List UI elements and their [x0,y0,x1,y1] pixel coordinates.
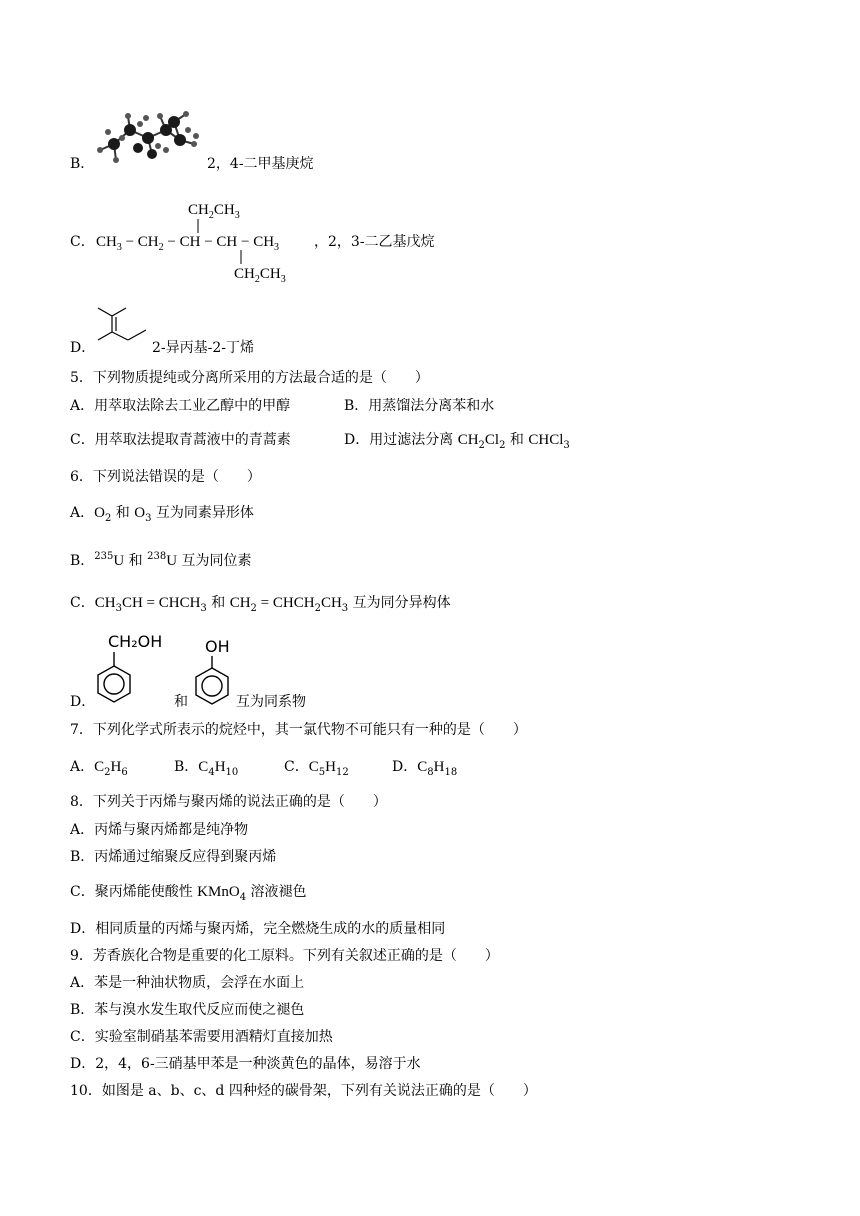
q8-option-a: A．丙烯与聚丙烯都是纯净物 [70,822,249,838]
q9-option-c: C．实验室制硝基苯需要用酒精灯直接加热 [70,1029,333,1045]
q4-c-bottom-branch: $CH_2CH_3$ [234,266,286,285]
q7-option-d: D．$C_8H_{18}$ [392,759,458,778]
phenol-structure [192,654,232,712]
q7-stem: 7．下列化学式所表示的烷烃中，其一氯代物不可能只有一种的是（ ） [70,722,527,738]
q8-option-c: C．聚丙烯能使酸性 KMnO$_4$ 溶液褪色 [70,884,307,903]
q6-option-c: C．$CH_3CH$ = $CHCH_3$ 和 $CH_2$ = $CHCH_2CH_3$ 互为同分异构体 [70,595,451,614]
q8-option-d: D．相同质量的丙烯与聚丙烯，完全燃烧生成的水的质量相同 [70,921,446,937]
q6-d-label: D． [70,694,96,710]
q9-option-d: D．2，4，6-三硝基甲苯是一种淡黄色的晶体，易溶于水 [70,1056,421,1072]
q6-d-and: 和 [174,694,188,710]
q5-option-b: B．用蒸馏法分离苯和水 [344,398,495,414]
q6-d-tail: 互为同系物 [236,694,306,710]
q4-b-name: 2，4-二甲基庚烷 [207,156,314,172]
q6-stem: 6．下列说法错误的是（ ） [70,469,261,485]
benzyl-alcohol-structure [94,650,134,708]
q10-stem: 10．如图是 a、b、c、d 四种烃的碳骨架，下列有关说法正确的是（ ） [70,1083,537,1099]
q7-option-c: C．$C_5H_{12}$ [284,759,349,778]
ball-and-stick-model-image [96,108,206,164]
benzyl-alcohol-ch2oh-group: CH₂OH [108,632,163,651]
q4-d-name: 2-异丙基-2-丁烯 [152,340,255,356]
q4-c-name: ，2，3-二乙基戊烷 [314,234,435,250]
q4-c-top-bond [197,219,199,233]
q4-c-top-branch: $CH_2CH_3$ [188,202,240,221]
q6-option-b: B．$^{235}$U 和 $^{238}$U 互为同位素 [70,551,252,569]
q4-b-label: B． [70,156,95,172]
q8-option-b: B．丙烯通过缩聚反应得到聚丙烯 [70,849,277,865]
q6-option-a: A．$O_2$ 和 $O_3$ 互为同素异形体 [70,505,254,524]
q4-c-bottom-bond [240,250,242,264]
q4-c-label: C． [70,234,95,250]
q4-c-main-chain: $CH_3 - CH_2$ − CH − CH − $CH_3$ [96,234,280,253]
q8-stem: 8．下列关于丙烯与聚丙烯的说法正确的是（ ） [70,794,387,810]
phenol-oh-group: OH [205,637,230,656]
q5-option-c: C．用萃取法提取青蒿液中的青蒿素 [70,432,291,448]
q9-stem: 9．芳香族化合物是重要的化工原料。下列有关叙述正确的是（ ） [70,948,499,964]
q5-option-d: D．用过滤法分离 $CH_2Cl_2$ 和 CHCl$_3$ [344,432,570,451]
skeletal-formula-image [94,304,150,346]
q4-d-label: D． [70,340,96,356]
q5-stem: 5．下列物质提纯或分离所采用的方法最合适的是（ ） [70,370,429,386]
q7-option-b: B．$C_4H_{10}$ [174,759,239,778]
q5-option-a: A．用萃取法除去工业乙醇中的甲醇 [70,398,291,414]
q9-option-a: A．苯是一种油状物质，会浮在水面上 [70,975,305,991]
q9-option-b: B．苯与溴水发生取代反应而使之褪色 [70,1002,305,1018]
q7-option-a: A．$C_2H_6$ [70,759,128,778]
